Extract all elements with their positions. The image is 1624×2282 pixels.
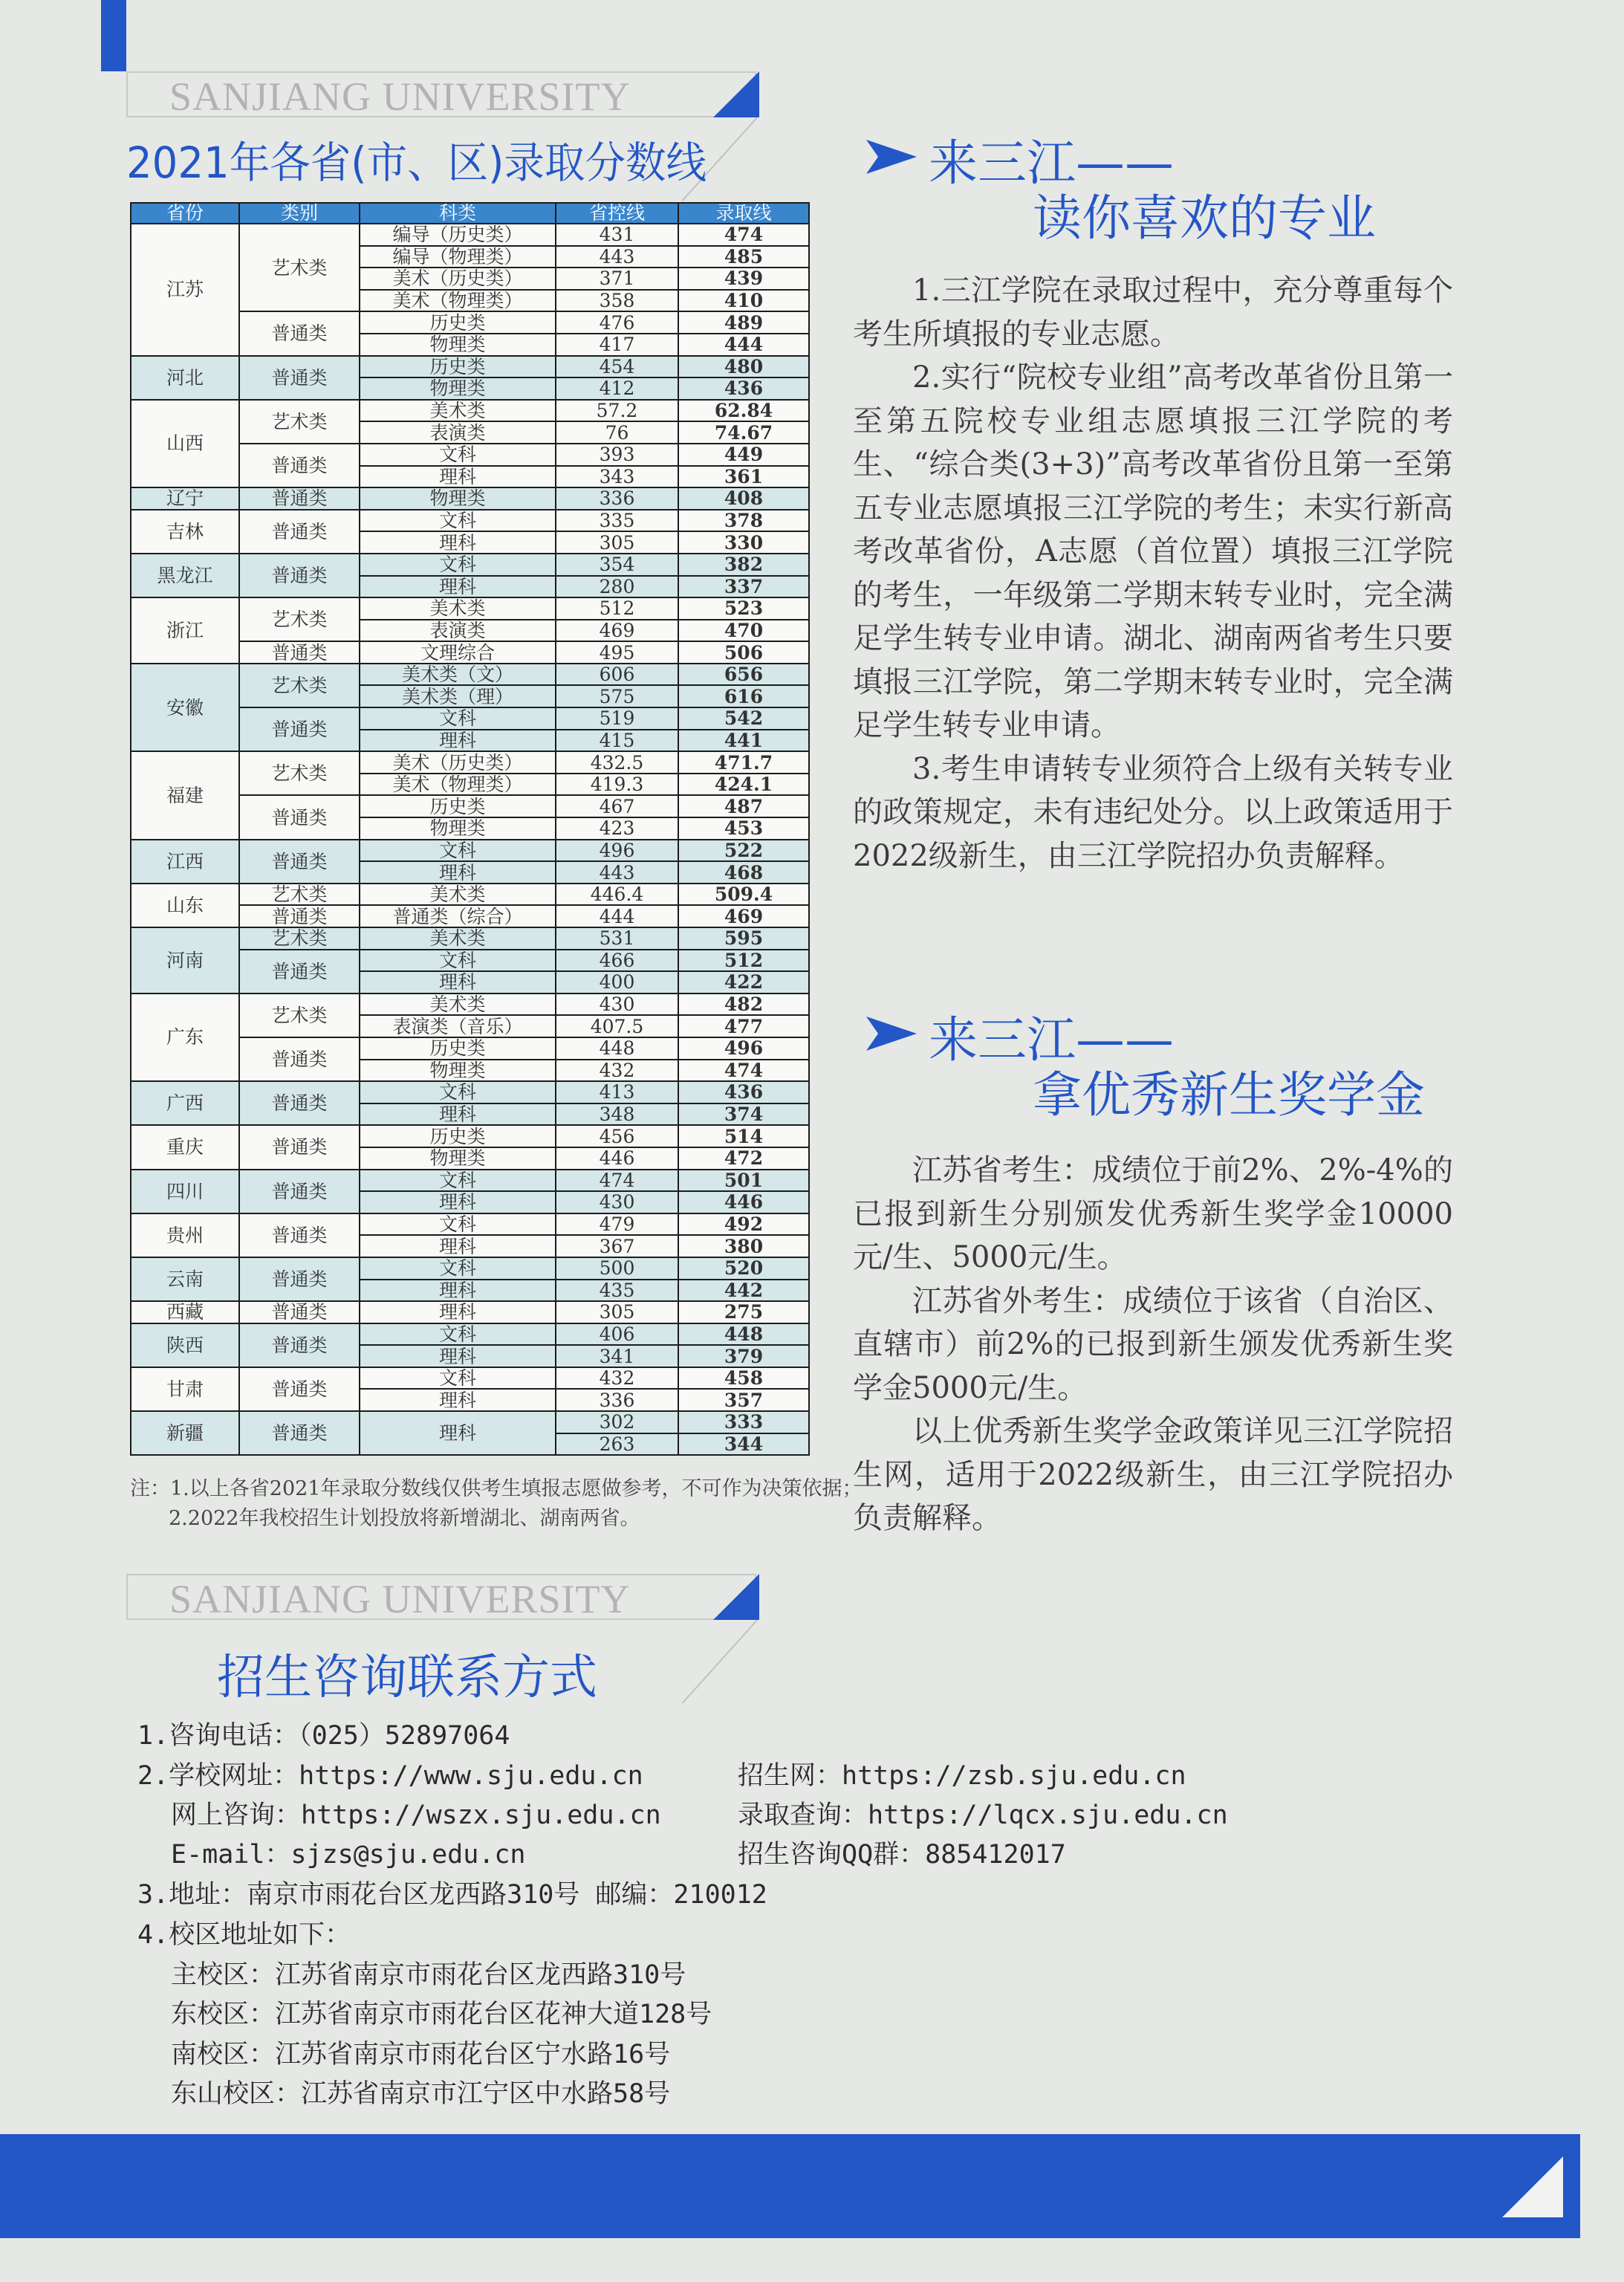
cell-control-line: 431	[556, 224, 678, 246]
major-title-line2: 读你喜欢的专业	[1033, 189, 1376, 247]
cell-category: 普通类	[239, 487, 360, 510]
cell-category: 普通类	[239, 840, 360, 884]
cell-admission-line: 408	[678, 487, 809, 510]
cell-control-line: 443	[556, 246, 678, 268]
cell-subject: 物理类	[360, 487, 556, 510]
cell-category: 艺术类	[239, 664, 360, 707]
scholarship-paragraph-1: 江苏省考生：成绩位于前2%、2%-4%的已报到新生分别颁发优秀新生奖学金10000元/生、5000元/生。	[853, 1153, 1453, 1274]
cell-province: 云南	[131, 1257, 239, 1301]
cell-control-line: 500	[556, 1257, 678, 1280]
cell-control-line: 474	[556, 1170, 678, 1192]
cell-subject: 普通类（综合）	[360, 905, 556, 927]
cell-admission-line: 482	[678, 993, 809, 1016]
cell-subject: 历史类	[360, 311, 556, 334]
cell-control-line: 406	[556, 1323, 678, 1346]
table-row	[131, 1081, 809, 1103]
cell-control-line: 519	[556, 707, 678, 730]
cell-admission-line: 506	[678, 641, 809, 664]
cell-category: 普通类	[239, 707, 360, 751]
cell-admission-line: 439	[678, 268, 809, 290]
cell-admission-line: 410	[678, 290, 809, 312]
university-banner	[126, 1574, 756, 1623]
cell-control-line: 469	[556, 620, 678, 642]
cell-control-line: 280	[556, 576, 678, 598]
cell-subject: 文科	[360, 444, 556, 466]
cell-category: 普通类	[239, 795, 360, 839]
cell-admission-line: 62.84	[678, 400, 809, 422]
cell-control-line: 448	[556, 1037, 678, 1060]
cell-subject: 物理类	[360, 1060, 556, 1082]
cell-subject: 美术类	[360, 993, 556, 1016]
cell-admission-line: 380	[678, 1235, 809, 1257]
cell-subject: 物理类	[360, 377, 556, 400]
cell-admission-line: 333	[678, 1411, 809, 1433]
cell-control-line: 400	[556, 971, 678, 993]
cell-subject: 文科	[360, 1213, 556, 1236]
cell-province: 江苏	[131, 224, 239, 356]
cell-admission-line: 542	[678, 707, 809, 730]
cell-admission-line: 489	[678, 311, 809, 334]
cell-province: 广东	[131, 993, 239, 1081]
cell-admission-line: 330	[678, 531, 809, 554]
cell-province: 山西	[131, 400, 239, 487]
contact-qq-group: 招生咨询QQ群：885412017	[738, 1840, 1066, 1870]
cell-admission-line: 656	[678, 664, 809, 686]
cell-province: 安徽	[131, 664, 239, 751]
cell-subject: 表演类	[360, 620, 556, 642]
cell-subject: 历史类	[360, 1037, 556, 1060]
scholarship-title-line2: 拿优秀新生奖学金	[1033, 1066, 1425, 1124]
cell-subject: 文科	[360, 1257, 556, 1280]
table-row	[131, 927, 809, 950]
cell-control-line: 446	[556, 1147, 678, 1170]
cell-subject: 美术类	[360, 400, 556, 422]
cell-admission-line: 441	[678, 730, 809, 752]
cell-admission-line: 436	[678, 377, 809, 400]
cell-province: 河南	[131, 927, 239, 993]
cell-subject: 编导（历史类）	[360, 224, 556, 246]
cell-province: 江西	[131, 840, 239, 884]
cell-subject: 物理类	[360, 1147, 556, 1170]
cell-control-line: 476	[556, 311, 678, 334]
scholarship-paragraph-3: 以上优秀新生奖学金政策详见三江学院招生网，适用于2022级新生，由三江学院招办负责解释。	[853, 1414, 1453, 1535]
cell-admission-line: 448	[678, 1323, 809, 1346]
footer-bar	[0, 2134, 1580, 2238]
cell-admission-line: 449	[678, 444, 809, 466]
cell-category: 普通类	[239, 641, 360, 664]
banner-corner-triangle	[713, 71, 759, 117]
cell-admission-line: 337	[678, 576, 809, 598]
table-row	[131, 487, 809, 510]
cell-subject: 文科	[360, 707, 556, 730]
cell-control-line: 575	[556, 685, 678, 707]
table-row	[131, 400, 809, 422]
cell-admission-line: 512	[678, 950, 809, 972]
cell-category: 艺术类	[239, 224, 360, 311]
arrow-icon	[866, 138, 918, 175]
cell-control-line: 371	[556, 268, 678, 290]
cell-province: 浙江	[131, 597, 239, 664]
cell-subject: 理科	[360, 576, 556, 598]
col-header-subject: 科类	[360, 203, 556, 224]
cell-province: 山东	[131, 884, 239, 927]
cell-admission-line: 379	[678, 1345, 809, 1367]
cell-subject: 表演类	[360, 421, 556, 444]
cell-subject: 美术类（理）	[360, 685, 556, 707]
cell-admission-line: 378	[678, 510, 809, 532]
cell-admission-line: 444	[678, 334, 809, 356]
cell-admission-line: 522	[678, 840, 809, 862]
banner-university-name: SANJIANG UNIVERSITY	[169, 74, 631, 119]
cell-subject: 文理综合	[360, 641, 556, 664]
cell-category: 艺术类	[239, 751, 360, 795]
contact-admission-site[interactable]: 招生网：https://zsb.sju.edu.cn	[738, 1761, 1186, 1791]
cell-admission-line: 361	[678, 466, 809, 488]
banner-diagonal-line	[682, 1620, 758, 1704]
cell-subject: 理科	[360, 1411, 556, 1455]
cell-control-line: 454	[556, 356, 678, 378]
cell-category: 普通类	[239, 1125, 360, 1169]
cell-subject: 文科	[360, 1081, 556, 1103]
col-header-province: 省份	[131, 203, 239, 224]
cell-control-line: 393	[556, 444, 678, 466]
cell-category: 普通类	[239, 1411, 360, 1455]
cell-category: 艺术类	[239, 993, 360, 1037]
cell-province: 西藏	[131, 1301, 239, 1323]
cell-control-line: 336	[556, 1389, 678, 1411]
cell-subject: 美术类	[360, 884, 556, 906]
cell-province: 广西	[131, 1081, 239, 1125]
cell-subject: 理科	[360, 1235, 556, 1257]
cell-control-line: 305	[556, 531, 678, 554]
table-header-row	[131, 203, 809, 224]
col-header-category: 类别	[239, 203, 360, 224]
campus-address: 主校区：江苏省南京市雨花台区龙西路310号	[171, 1960, 686, 1990]
cell-control-line: 341	[556, 1345, 678, 1367]
cell-admission-line: 469	[678, 905, 809, 927]
cell-admission-line: 275	[678, 1301, 809, 1323]
cell-admission-line: 523	[678, 597, 809, 620]
cell-province: 新疆	[131, 1411, 239, 1455]
cell-control-line: 412	[556, 377, 678, 400]
major-title-line1: 来三江——	[929, 134, 1174, 192]
footer-corner-triangle	[1502, 2156, 1563, 2217]
cell-category: 普通类	[239, 1081, 360, 1125]
cell-subject: 文科	[360, 510, 556, 532]
top-accent-bar	[101, 0, 126, 71]
table-row	[131, 1213, 809, 1236]
cell-admission-line: 436	[678, 1081, 809, 1103]
cell-category: 普通类	[239, 1367, 360, 1411]
cell-control-line: 443	[556, 861, 678, 884]
scholarship-paragraphs	[853, 1149, 1453, 1540]
cell-control-line: 348	[556, 1103, 678, 1126]
cell-province: 四川	[131, 1170, 239, 1213]
cell-control-line: 495	[556, 641, 678, 664]
cell-admission-line: 477	[678, 1015, 809, 1037]
cell-admission-line: 470	[678, 620, 809, 642]
cell-control-line: 57.2	[556, 400, 678, 422]
cell-category: 艺术类	[239, 927, 360, 950]
cell-subject: 物理类	[360, 817, 556, 840]
table-row	[131, 840, 809, 862]
cell-control-line: 336	[556, 487, 678, 510]
contact-result-query[interactable]: 录取查询：https://lqcx.sju.edu.cn	[738, 1800, 1228, 1830]
cell-subject: 文科	[360, 1170, 556, 1192]
cell-subject: 文科	[360, 950, 556, 972]
table-row	[131, 1125, 809, 1147]
table-row	[131, 1411, 809, 1433]
admission-score-table	[130, 202, 810, 1456]
table-row	[131, 356, 809, 378]
cell-subject: 理科	[360, 1280, 556, 1302]
cell-subject: 美术类	[360, 927, 556, 950]
cell-admission-line: 458	[678, 1367, 809, 1390]
cell-control-line: 531	[556, 927, 678, 950]
cell-category: 普通类	[239, 311, 360, 355]
cell-subject: 美术（历史类）	[360, 751, 556, 774]
cell-admission-line: 492	[678, 1213, 809, 1236]
table-section-title: 2021年各省(市、区)录取分数线	[126, 137, 707, 188]
cell-control-line: 419.3	[556, 774, 678, 796]
cell-subject: 理科	[360, 1191, 556, 1213]
table-body	[131, 224, 809, 1455]
table-row	[131, 1367, 809, 1390]
cell-control-line: 343	[556, 466, 678, 488]
contact-website[interactable]: 2.学校网址：https://www.sju.edu.cn	[137, 1761, 643, 1791]
cell-admission-line: 501	[678, 1170, 809, 1192]
scholarship-title-line1: 来三江——	[929, 1011, 1174, 1069]
cell-subject: 历史类	[360, 1125, 556, 1147]
table-row	[131, 664, 809, 686]
cell-control-line: 76	[556, 421, 678, 444]
cell-admission-line: 474	[678, 1060, 809, 1082]
cell-subject: 文科	[360, 1367, 556, 1390]
contact-online-consult[interactable]: 网上咨询：https://wszx.sju.edu.cn	[171, 1800, 661, 1830]
col-header-control-line: 省控线	[556, 203, 678, 224]
cell-category: 普通类	[239, 554, 360, 597]
table-row	[131, 1170, 809, 1192]
cell-admission-line: 485	[678, 246, 809, 268]
cell-province: 贵州	[131, 1213, 239, 1257]
cell-control-line: 367	[556, 1235, 678, 1257]
table-row	[131, 224, 809, 246]
campus-address: 东山校区：江苏省南京市江宁区中水路58号	[171, 2079, 671, 2109]
cell-admission-line: 474	[678, 224, 809, 246]
cell-control-line: 512	[556, 597, 678, 620]
cell-category: 普通类	[239, 1257, 360, 1301]
cell-control-line: 430	[556, 1191, 678, 1213]
banner-corner-triangle	[713, 1574, 759, 1620]
cell-control-line: 479	[556, 1213, 678, 1236]
cell-control-line: 407.5	[556, 1015, 678, 1037]
cell-subject: 理科	[360, 466, 556, 488]
cell-admission-line: 344	[678, 1433, 809, 1456]
cell-control-line: 263	[556, 1433, 678, 1456]
cell-control-line: 456	[556, 1125, 678, 1147]
cell-admission-line: 514	[678, 1125, 809, 1147]
cell-control-line: 423	[556, 817, 678, 840]
cell-admission-line: 382	[678, 554, 809, 576]
banner-university-name: SANJIANG UNIVERSITY	[169, 1577, 631, 1621]
cell-subject: 理科	[360, 1345, 556, 1367]
cell-control-line: 606	[556, 664, 678, 686]
cell-control-line: 432	[556, 1367, 678, 1390]
cell-province: 重庆	[131, 1125, 239, 1169]
cell-province: 陕西	[131, 1323, 239, 1367]
cell-control-line: 415	[556, 730, 678, 752]
cell-admission-line: 442	[678, 1280, 809, 1302]
cell-admission-line: 422	[678, 971, 809, 993]
cell-category: 普通类	[239, 1301, 360, 1323]
cell-control-line: 432.5	[556, 751, 678, 774]
cell-subject: 美术类	[360, 597, 556, 620]
cell-subject: 理科	[360, 531, 556, 554]
cell-category: 普通类	[239, 356, 360, 400]
cell-admission-line: 453	[678, 817, 809, 840]
table-row	[131, 1301, 809, 1323]
cell-control-line: 335	[556, 510, 678, 532]
cell-subject: 美术类（文）	[360, 664, 556, 686]
cell-province: 河北	[131, 356, 239, 400]
cell-control-line: 432	[556, 1060, 678, 1082]
cell-control-line: 417	[556, 334, 678, 356]
cell-province: 福建	[131, 751, 239, 839]
major-paragraph-2: 2.实行“院校专业组”高考改革省份且第一至第五院校专业组志愿填报三江学院的考生、“综合类(3+3)”高考改革省份且第一至第五专业志愿填报三江学院的考生；未实行新高考改革省份，A志愿（首位置）填报三江学院的考生，一年级第二学期末转专业时，完全满足学生转专业申请。湖北、湖南两省考生只要填报三江学院，第二学期末转专业时，完全满足学生转专业申请。	[853, 360, 1453, 742]
cell-admission-line: 446	[678, 1191, 809, 1213]
cell-subject: 表演类（音乐）	[360, 1015, 556, 1037]
table-row	[131, 751, 809, 774]
cell-admission-line: 509.4	[678, 884, 809, 906]
table-row	[131, 1257, 809, 1280]
cell-admission-line: 74.67	[678, 421, 809, 444]
cell-admission-line: 472	[678, 1147, 809, 1170]
cell-subject: 文科	[360, 1323, 556, 1346]
cell-control-line: 435	[556, 1280, 678, 1302]
table-row	[131, 1323, 809, 1346]
contact-email[interactable]: E-mail：sjzs@sju.edu.cn	[171, 1840, 526, 1870]
cell-subject: 理科	[360, 861, 556, 884]
cell-control-line: 496	[556, 840, 678, 862]
cell-province: 黑龙江	[131, 554, 239, 597]
major-paragraph-3: 3.考生申请转专业须符合上级有关转专业的政策规定，未有违纪处分。以上政策适用于2022级新生，由三江学院招办负责解释。	[853, 751, 1453, 873]
contact-address: 3.地址：南京市雨花台区龙西路310号 邮编：210012	[137, 1880, 767, 1910]
cell-admission-line: 468	[678, 861, 809, 884]
cell-category: 普通类	[239, 510, 360, 554]
cell-control-line: 354	[556, 554, 678, 576]
scholarship-paragraph-2: 江苏省外考生：成绩位于该省（自治区、直辖市）前2%的已报到新生颁发优秀新生奖学金5000元/生。	[853, 1283, 1453, 1405]
cell-admission-line: 471.7	[678, 751, 809, 774]
cell-admission-line: 480	[678, 356, 809, 378]
cell-subject: 历史类	[360, 356, 556, 378]
cell-category: 普通类	[239, 905, 360, 927]
cell-admission-line: 357	[678, 1389, 809, 1411]
cell-subject: 美术（历史类）	[360, 268, 556, 290]
cell-category: 普通类	[239, 950, 360, 993]
table-row	[131, 554, 809, 576]
table-row	[131, 510, 809, 532]
contact-section-title: 招生咨询联系方式	[217, 1650, 597, 1705]
cell-admission-line: 487	[678, 795, 809, 817]
table-row	[131, 597, 809, 620]
cell-province: 辽宁	[131, 487, 239, 510]
cell-category: 艺术类	[239, 884, 360, 906]
cell-subject: 理科	[360, 971, 556, 993]
cell-category: 普通类	[239, 1170, 360, 1213]
cell-subject: 理科	[360, 730, 556, 752]
cell-control-line: 466	[556, 950, 678, 972]
cell-admission-line: 374	[678, 1103, 809, 1126]
cell-category: 艺术类	[239, 597, 360, 641]
table-row	[131, 884, 809, 906]
cell-subject: 文科	[360, 840, 556, 862]
cell-control-line: 444	[556, 905, 678, 927]
cell-subject: 文科	[360, 554, 556, 576]
campus-heading: 4.校区地址如下：	[137, 1920, 351, 1950]
cell-subject: 理科	[360, 1103, 556, 1126]
cell-control-line: 358	[556, 290, 678, 312]
cell-admission-line: 520	[678, 1257, 809, 1280]
cell-category: 普通类	[239, 1037, 360, 1081]
major-paragraphs	[853, 269, 1453, 878]
table-note-1: 注：1.以上各省2021年录取分数线仅供考生填报志愿做参考，不可作为决策依据；	[130, 1477, 863, 1500]
cell-control-line: 446.4	[556, 884, 678, 906]
cell-category: 普通类	[239, 1213, 360, 1257]
cell-category: 艺术类	[239, 400, 360, 444]
cell-subject: 编导（物理类）	[360, 246, 556, 268]
cell-province: 吉林	[131, 510, 239, 554]
campus-address: 南校区：江苏省南京市雨花台区宁水路16号	[171, 2040, 671, 2069]
cell-category: 普通类	[239, 444, 360, 487]
campus-address: 东校区：江苏省南京市雨花台区花神大道128号	[171, 2000, 712, 2029]
cell-subject: 理科	[360, 1301, 556, 1323]
cell-control-line: 302	[556, 1411, 678, 1433]
cell-control-line: 413	[556, 1081, 678, 1103]
cell-admission-line: 616	[678, 685, 809, 707]
cell-admission-line: 496	[678, 1037, 809, 1060]
cell-category: 普通类	[239, 1323, 360, 1367]
cell-subject: 美术（物理类）	[360, 290, 556, 312]
table-row	[131, 993, 809, 1016]
university-banner	[126, 71, 756, 120]
arrow-icon	[866, 1015, 918, 1052]
col-header-admission-line: 录取线	[678, 203, 809, 224]
cell-control-line: 430	[556, 993, 678, 1016]
cell-admission-line: 595	[678, 927, 809, 950]
cell-subject: 历史类	[360, 795, 556, 817]
cell-subject: 美术（物理类）	[360, 774, 556, 796]
cell-subject: 理科	[360, 1389, 556, 1411]
cell-subject: 物理类	[360, 334, 556, 356]
contact-phone: 1.咨询电话：（025）52897064	[137, 1721, 510, 1751]
major-paragraph-1: 1.三江学院在录取过程中，充分尊重每个考生所填报的专业志愿。	[853, 273, 1453, 351]
cell-control-line: 305	[556, 1301, 678, 1323]
cell-control-line: 467	[556, 795, 678, 817]
cell-province: 甘肃	[131, 1367, 239, 1411]
table-note-2: 2.2022年我校招生计划投放将新增湖北、湖南两省。	[169, 1507, 640, 1530]
cell-admission-line: 424.1	[678, 774, 809, 796]
